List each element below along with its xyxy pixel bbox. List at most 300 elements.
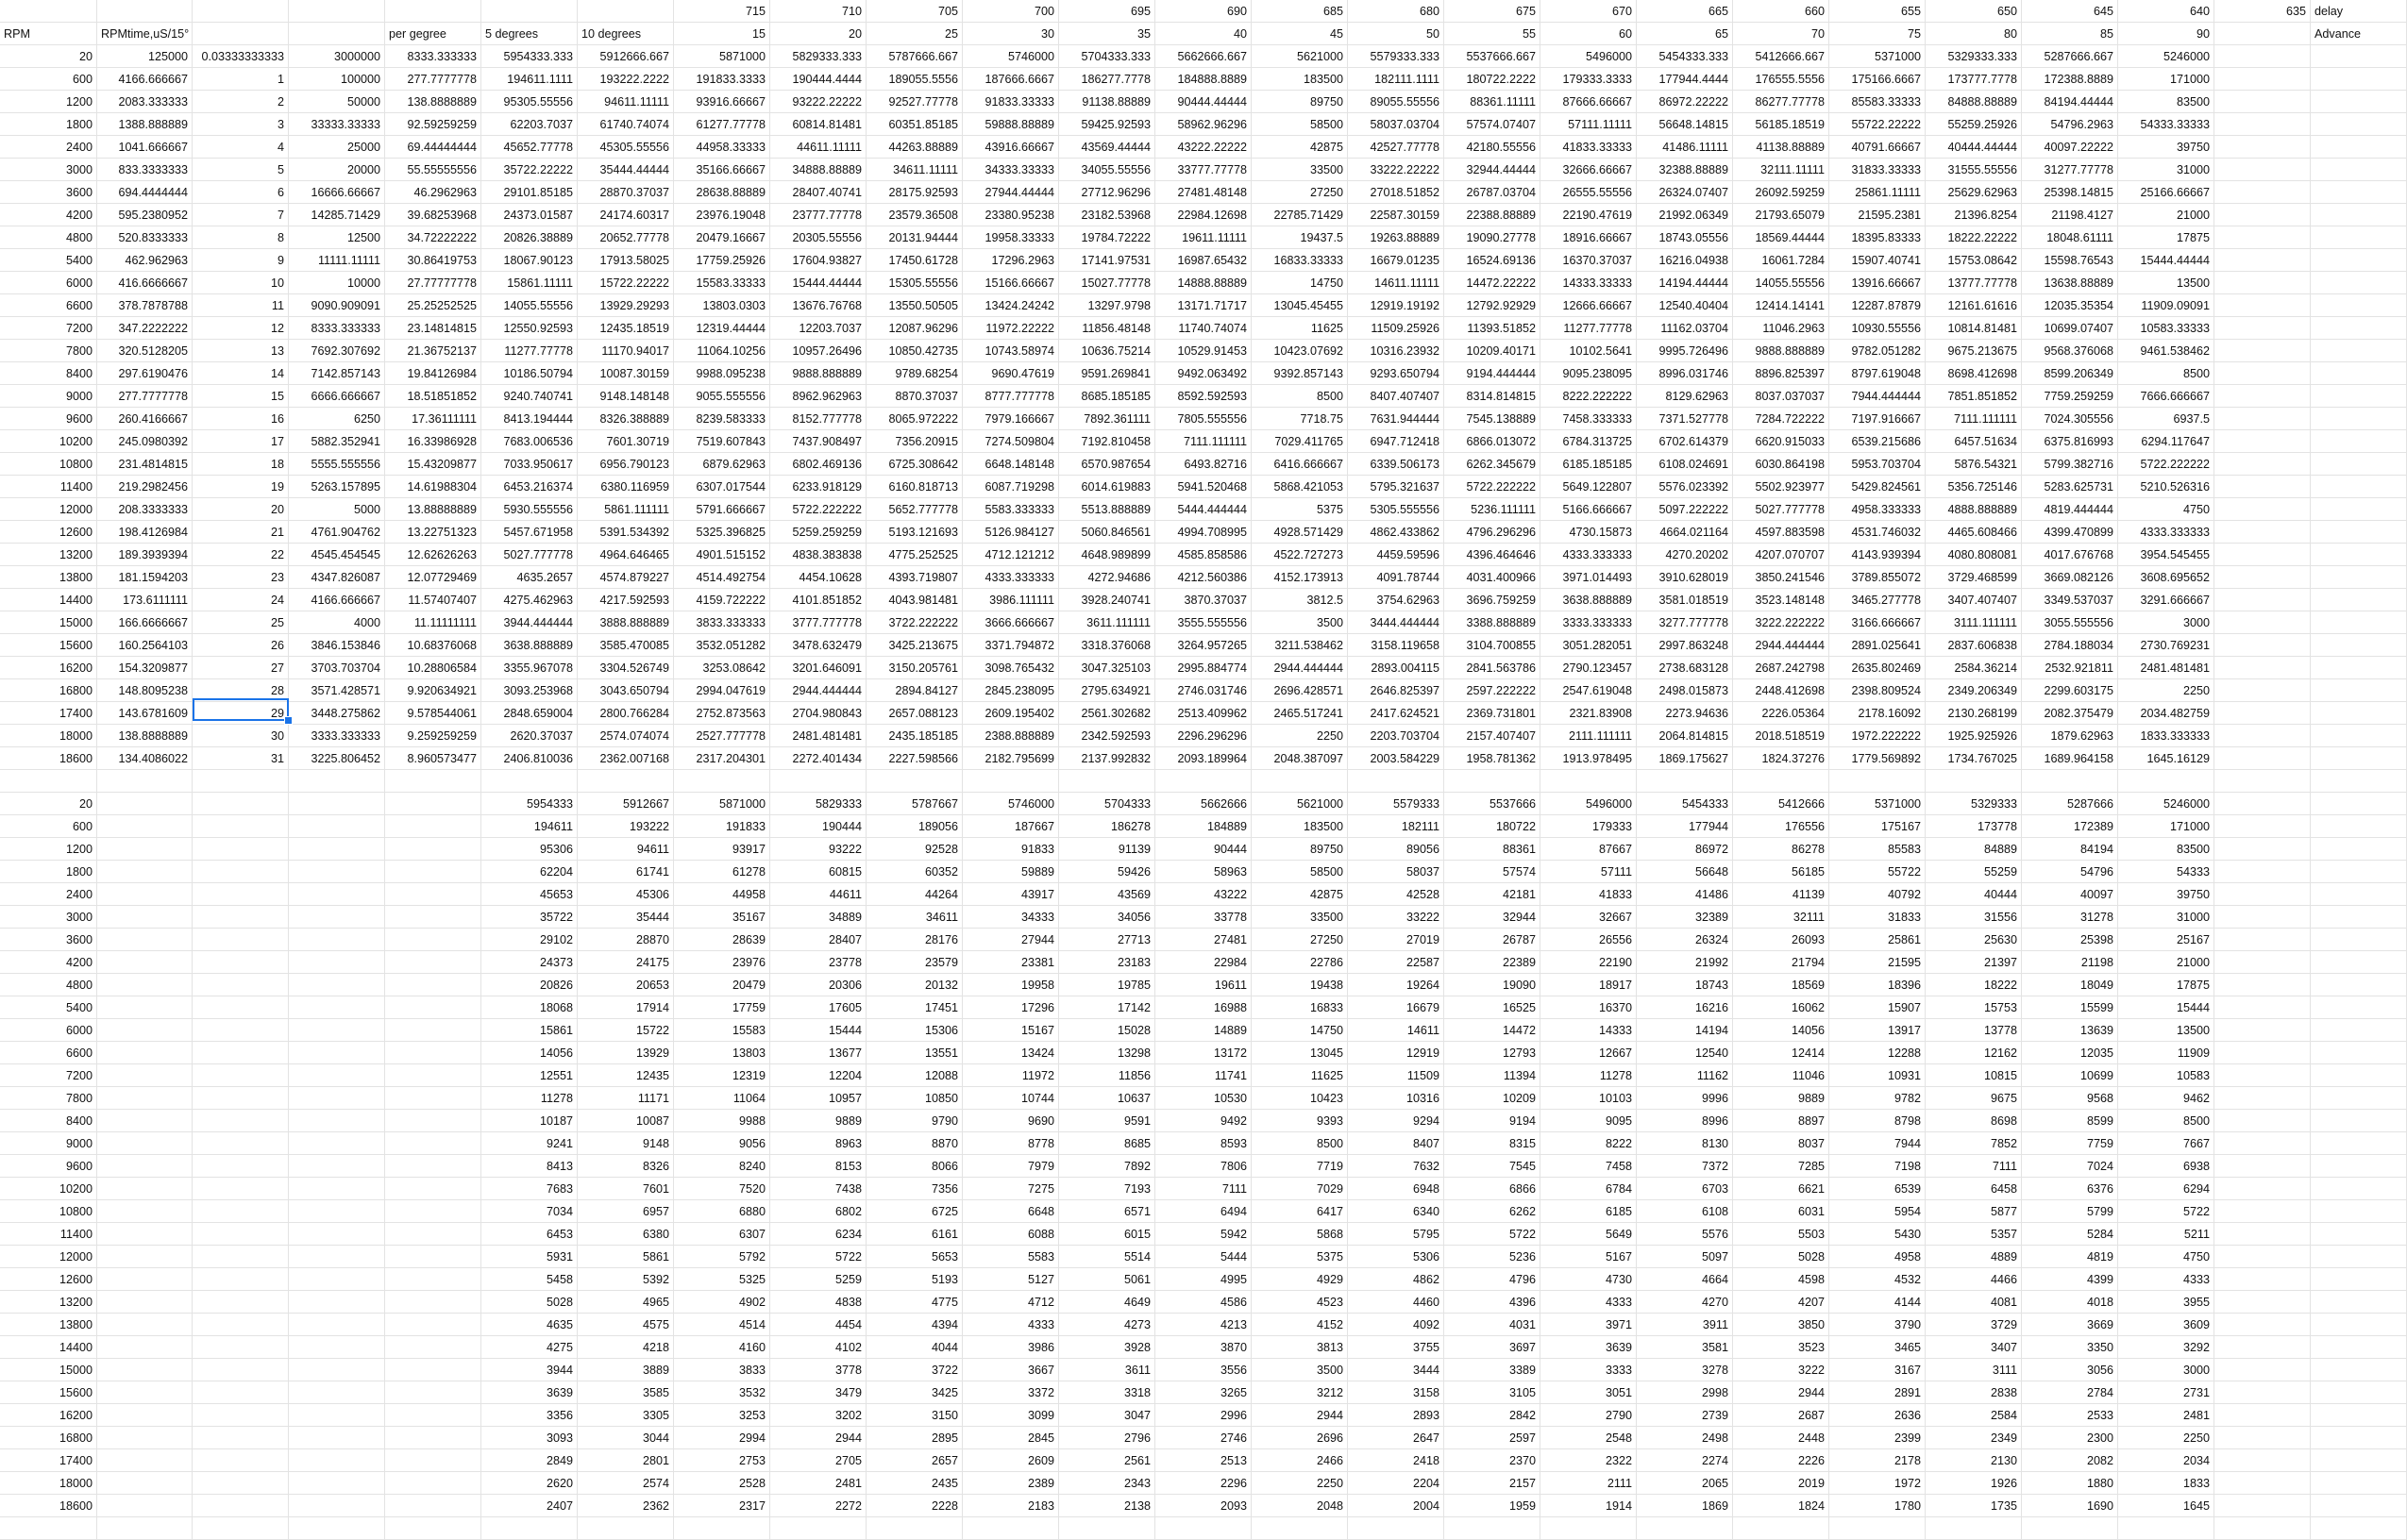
data-cell[interactable]: 10636.75214	[1059, 340, 1155, 362]
data-cell[interactable]: 198.4126984	[97, 521, 193, 544]
data-cell[interactable]: 4200	[0, 204, 97, 226]
empty-cell[interactable]	[97, 1042, 193, 1064]
empty-cell[interactable]	[289, 951, 385, 974]
data-cell[interactable]: 15861	[481, 1019, 578, 1042]
data-cell[interactable]: 186277.7778	[1059, 68, 1155, 91]
data-cell[interactable]: 5502.923977	[1733, 476, 1829, 498]
empty-cell[interactable]	[2311, 951, 2407, 974]
data-cell[interactable]: 2738.683128	[1637, 657, 1733, 679]
empty-cell[interactable]	[289, 1268, 385, 1291]
data-cell[interactable]: 17400	[0, 702, 97, 725]
empty-cell[interactable]	[2214, 1336, 2311, 1359]
data-cell[interactable]	[2311, 294, 2407, 317]
empty-cell[interactable]	[289, 1495, 385, 1517]
data-cell[interactable]: 19	[193, 476, 289, 498]
data-cell[interactable]: 194611	[481, 815, 578, 838]
data-cell[interactable]: 13550.50505	[867, 294, 963, 317]
data-cell[interactable]: 2845	[963, 1427, 1059, 1449]
data-cell[interactable]: 2204	[1348, 1472, 1444, 1495]
data-cell[interactable]: 4531.746032	[1829, 521, 1926, 544]
data-cell[interactable]: 148.8095238	[97, 679, 193, 702]
data-cell[interactable]	[2214, 340, 2311, 362]
data-cell[interactable]: 8413.194444	[481, 408, 578, 430]
empty-cell[interactable]	[2118, 770, 2214, 793]
data-cell[interactable]: 6234	[770, 1223, 867, 1246]
data-cell[interactable]: 22190.47619	[1540, 204, 1637, 226]
data-cell[interactable]: 4399.470899	[2022, 521, 2118, 544]
data-cell[interactable]: 2528	[674, 1472, 770, 1495]
data-cell[interactable]: 5579333.333	[1348, 45, 1444, 68]
data-cell[interactable]: 21198	[2022, 951, 2118, 974]
data-cell[interactable]: 191833.3333	[674, 68, 770, 91]
data-cell[interactable]: 39750	[2118, 136, 2214, 159]
data-cell[interactable]: 11.11111111	[385, 611, 481, 634]
empty-cell[interactable]	[385, 929, 481, 951]
data-cell[interactable]: 2093.189964	[1155, 747, 1252, 770]
data-cell[interactable]: 10.28806584	[385, 657, 481, 679]
empty-cell[interactable]	[2311, 1359, 2407, 1381]
data-cell[interactable]: 83500	[2118, 91, 2214, 113]
data-cell[interactable]: 35444.44444	[578, 159, 674, 181]
empty-cell[interactable]	[2311, 883, 2407, 906]
data-cell[interactable]: 6250	[289, 408, 385, 430]
data-cell[interactable]: 13777.77778	[1926, 272, 2022, 294]
data-cell[interactable]: 3264.957265	[1155, 634, 1252, 657]
data-cell[interactable]: 2944	[1733, 1381, 1829, 1404]
data-cell[interactable]: 1959	[1444, 1495, 1540, 1517]
data-cell[interactable]: 17759	[674, 996, 770, 1019]
data-cell[interactable]: 44263.88889	[867, 136, 963, 159]
data-cell[interactable]: 8400	[0, 362, 97, 385]
data-cell[interactable]: 2137.992832	[1059, 747, 1155, 770]
data-cell[interactable]: 7683	[481, 1178, 578, 1200]
data-cell[interactable]: 3292	[2118, 1336, 2214, 1359]
data-cell[interactable]: 43916.66667	[963, 136, 1059, 159]
data-cell[interactable]: 5287666.667	[2022, 45, 2118, 68]
data-cell[interactable]: 12540.40404	[1637, 294, 1733, 317]
empty-cell[interactable]	[193, 883, 289, 906]
data-cell[interactable]: 89056	[1348, 838, 1444, 861]
data-cell[interactable]: 61277.77778	[674, 113, 770, 136]
data-cell[interactable]: 2130	[1926, 1449, 2022, 1472]
data-cell[interactable]: 6648.148148	[963, 453, 1059, 476]
data-cell[interactable]: 2784.188034	[2022, 634, 2118, 657]
data-cell[interactable]: 16.33986928	[385, 430, 481, 453]
empty-cell[interactable]	[289, 770, 385, 793]
data-cell[interactable]: 10637	[1059, 1087, 1155, 1110]
data-cell[interactable]: 4081	[1926, 1291, 2022, 1314]
data-cell[interactable]: 6233.918129	[770, 476, 867, 498]
data-cell[interactable]: 694.4444444	[97, 181, 193, 204]
data-cell[interactable]: 208.3333333	[97, 498, 193, 521]
data-cell[interactable]: 2561	[1059, 1449, 1155, 1472]
data-cell[interactable]: 15000	[0, 611, 97, 634]
empty-cell[interactable]	[385, 838, 481, 861]
data-cell[interactable]: 11509.25926	[1348, 317, 1444, 340]
data-cell[interactable]: 9194.444444	[1444, 362, 1540, 385]
data-cell[interactable]: 28638.88889	[674, 181, 770, 204]
data-cell[interactable]: 5954	[1829, 1200, 1926, 1223]
data-cell[interactable]: 3150	[867, 1404, 963, 1427]
data-cell[interactable]: 3105	[1444, 1381, 1540, 1404]
data-cell[interactable]: 19611.11111	[1155, 226, 1252, 249]
data-cell[interactable]: 1833.333333	[2118, 725, 2214, 747]
data-cell[interactable]: 2093	[1155, 1495, 1252, 1517]
data-cell[interactable]: 9675	[1926, 1087, 2022, 1110]
data-cell[interactable]: 11394	[1444, 1064, 1540, 1087]
data-cell[interactable]: 61278	[674, 861, 770, 883]
empty-cell[interactable]	[97, 906, 193, 929]
data-cell[interactable]: 4514.492754	[674, 566, 770, 589]
data-cell[interactable]: 41833	[1540, 883, 1637, 906]
data-cell[interactable]: 8315	[1444, 1132, 1540, 1155]
data-cell[interactable]: 320.5128205	[97, 340, 193, 362]
empty-cell[interactable]	[385, 1291, 481, 1314]
empty-cell[interactable]	[1733, 770, 1829, 793]
data-cell[interactable]: 25.25252525	[385, 294, 481, 317]
data-cell[interactable]: 32111	[1733, 906, 1829, 929]
data-cell[interactable]: 260.4166667	[97, 408, 193, 430]
data-cell[interactable]	[2311, 249, 2407, 272]
data-cell[interactable]: 1913.978495	[1540, 747, 1637, 770]
data-cell[interactable]: 7275	[963, 1178, 1059, 1200]
data-cell[interactable]: 25167	[2118, 929, 2214, 951]
data-cell[interactable]: 9000	[0, 385, 97, 408]
data-cell[interactable]: 23976	[674, 951, 770, 974]
data-cell[interactable]: 3600	[0, 929, 97, 951]
data-cell[interactable]: 5931	[481, 1246, 578, 1268]
data-cell[interactable]: 84194.44444	[2022, 91, 2118, 113]
data-cell[interactable]: 13929	[578, 1042, 674, 1064]
data-cell[interactable]: 2274	[1637, 1449, 1733, 1472]
data-cell[interactable]: 1914	[1540, 1495, 1637, 1517]
data-cell[interactable]: 5579333	[1348, 793, 1444, 815]
data-cell[interactable]	[2311, 498, 2407, 521]
empty-cell[interactable]	[674, 770, 770, 793]
data-cell[interactable]: 5287666	[2022, 793, 2118, 815]
data-cell[interactable]: 4958	[1829, 1246, 1926, 1268]
data-cell[interactable]: 1388.888889	[97, 113, 193, 136]
data-cell[interactable]: 18396	[1829, 974, 1926, 996]
data-cell[interactable]: 2635.802469	[1829, 657, 1926, 679]
data-cell[interactable]: 8326.388889	[578, 408, 674, 430]
data-cell[interactable]: 7372	[1637, 1155, 1733, 1178]
data-cell[interactable]: 2739	[1637, 1404, 1733, 1427]
data-cell[interactable]: 2657.088123	[867, 702, 963, 725]
data-cell[interactable]: 8896.825397	[1733, 362, 1829, 385]
data-cell[interactable]: 3669	[2022, 1314, 2118, 1336]
data-cell[interactable]: 9056	[674, 1132, 770, 1155]
data-cell[interactable]: 4460	[1348, 1291, 1444, 1314]
data-cell[interactable]: 21	[193, 521, 289, 544]
data-cell[interactable]: 179333.3333	[1540, 68, 1637, 91]
data-cell[interactable]: 3928.240741	[1059, 589, 1155, 611]
data-cell[interactable]: 5329333.333	[1926, 45, 2022, 68]
data-cell[interactable]: 1200	[0, 838, 97, 861]
empty-cell[interactable]	[289, 1178, 385, 1200]
data-cell[interactable]: 89055.55556	[1348, 91, 1444, 113]
data-cell[interactable]	[2311, 45, 2407, 68]
data-cell[interactable]: 12414.14141	[1733, 294, 1829, 317]
data-cell[interactable]: 21000	[2118, 951, 2214, 974]
data-cell[interactable]: 5942	[1155, 1223, 1252, 1246]
data-cell[interactable]: 4396	[1444, 1291, 1540, 1314]
data-cell[interactable]: 5583	[963, 1246, 1059, 1268]
data-cell[interactable]: 2111.111111	[1540, 725, 1637, 747]
data-cell[interactable]: 8963	[770, 1132, 867, 1155]
data-cell[interactable]: 2513.409962	[1155, 702, 1252, 725]
data-cell[interactable]: 3638.888889	[481, 634, 578, 657]
data-cell[interactable]: 5357	[1926, 1223, 2022, 1246]
data-cell[interactable]: 15000	[0, 1359, 97, 1381]
data-cell[interactable]: 9889	[1733, 1087, 1829, 1110]
data-cell[interactable]: 15444	[770, 1019, 867, 1042]
data-cell[interactable]: 6262.345679	[1444, 453, 1540, 476]
data-cell[interactable]: 15444	[2118, 996, 2214, 1019]
data-cell[interactable]: 4270	[1637, 1291, 1733, 1314]
data-cell[interactable]	[2311, 204, 2407, 226]
data-cell[interactable]: 3955	[2118, 1291, 2214, 1314]
data-cell[interactable]: 26093	[1733, 929, 1829, 951]
empty-cell[interactable]	[97, 1495, 193, 1517]
data-cell[interactable]: 2687.242798	[1733, 657, 1829, 679]
data-cell[interactable]: 2533	[2022, 1404, 2118, 1427]
data-cell[interactable]: 12203.7037	[770, 317, 867, 340]
data-cell[interactable]: 3000000	[289, 45, 385, 68]
data-cell[interactable]: 7200	[0, 317, 97, 340]
data-cell[interactable]: 32111.11111	[1733, 159, 1829, 181]
data-cell[interactable]: 19090.27778	[1444, 226, 1540, 249]
data-cell[interactable]: 16200	[0, 657, 97, 679]
data-cell[interactable]: 27250	[1252, 929, 1348, 951]
data-cell[interactable]: 2004	[1348, 1495, 1444, 1517]
data-cell[interactable]: 92527.77778	[867, 91, 963, 113]
data-cell[interactable]: 12666.66667	[1540, 294, 1637, 317]
data-cell[interactable]: 56648.14815	[1637, 113, 1733, 136]
empty-cell[interactable]	[289, 1404, 385, 1427]
data-cell[interactable]: 2466	[1252, 1449, 1348, 1472]
data-cell[interactable]: 34333	[963, 906, 1059, 929]
data-cell[interactable]: 3448.275862	[289, 702, 385, 725]
data-cell[interactable]: 5392	[578, 1268, 674, 1291]
data-cell[interactable]: 166.6666667	[97, 611, 193, 634]
data-cell[interactable]: 5941.520468	[1155, 476, 1252, 498]
data-cell[interactable]: 13424	[963, 1042, 1059, 1064]
data-cell[interactable]: 27713	[1059, 929, 1155, 951]
empty-cell[interactable]	[193, 1042, 289, 1064]
data-cell[interactable]: 7111	[1155, 1178, 1252, 1200]
empty-cell[interactable]	[2311, 1381, 2407, 1404]
data-cell[interactable]: 27.77777778	[385, 272, 481, 294]
data-cell[interactable]: 8593	[1155, 1132, 1252, 1155]
data-cell[interactable]: 3608.695652	[2118, 566, 2214, 589]
data-cell[interactable]: 9690	[963, 1110, 1059, 1132]
data-cell[interactable]: 14333.33333	[1540, 272, 1637, 294]
empty-cell[interactable]	[97, 861, 193, 883]
data-cell[interactable]: 6620.915033	[1733, 430, 1829, 453]
data-cell[interactable]: 2895	[867, 1427, 963, 1449]
data-cell[interactable]: 29	[193, 702, 289, 725]
empty-cell[interactable]	[385, 1517, 481, 1540]
data-cell[interactable]: 59889	[963, 861, 1059, 883]
data-cell[interactable]: 14055.55556	[481, 294, 578, 317]
empty-cell[interactable]	[1637, 1517, 1733, 1540]
data-cell[interactable]: 20826.38889	[481, 226, 578, 249]
data-cell[interactable]: 3889	[578, 1359, 674, 1381]
data-cell[interactable]: 4143.939394	[1829, 544, 1926, 566]
data-cell[interactable]: 12	[193, 317, 289, 340]
data-cell[interactable]: 54796	[2022, 861, 2118, 883]
data-cell[interactable]: 2342.592593	[1059, 725, 1155, 747]
data-cell[interactable]: 7759	[2022, 1132, 2118, 1155]
data-cell[interactable]: 3478.632479	[770, 634, 867, 657]
data-cell[interactable]: 3703.703704	[289, 657, 385, 679]
data-cell[interactable]: 43222	[1155, 883, 1252, 906]
data-cell[interactable]: 3465	[1829, 1336, 1926, 1359]
data-cell[interactable]: 9568	[2022, 1087, 2118, 1110]
data-cell[interactable]: 88361.11111	[1444, 91, 1540, 113]
empty-cell[interactable]	[289, 1291, 385, 1314]
data-cell[interactable]: 2838	[1926, 1381, 2022, 1404]
empty-cell[interactable]	[2311, 770, 2407, 793]
data-cell[interactable]: 4775	[867, 1291, 963, 1314]
data-cell[interactable]: 31000	[2118, 906, 2214, 929]
empty-cell[interactable]	[385, 1268, 481, 1291]
data-cell[interactable]: 15306	[867, 1019, 963, 1042]
data-cell[interactable]: 8326	[578, 1155, 674, 1178]
data-cell[interactable]: 13916.66667	[1829, 272, 1926, 294]
data-cell[interactable]: 13800	[0, 566, 97, 589]
data-cell[interactable]: 189056	[867, 815, 963, 838]
data-cell[interactable]: 4750	[2118, 498, 2214, 521]
empty-cell[interactable]	[2311, 1042, 2407, 1064]
data-cell[interactable]: 4333.333333	[1540, 544, 1637, 566]
data-cell[interactable]: 59888.88889	[963, 113, 1059, 136]
data-cell[interactable]: 91139	[1059, 838, 1155, 861]
data-cell[interactable]: 6294.117647	[2118, 430, 2214, 453]
empty-cell[interactable]	[289, 996, 385, 1019]
empty-cell[interactable]	[97, 974, 193, 996]
data-cell[interactable]: 19438	[1252, 974, 1348, 996]
data-cell[interactable]	[2214, 317, 2311, 340]
data-cell[interactable]: 1869	[1637, 1495, 1733, 1517]
empty-cell[interactable]	[385, 815, 481, 838]
data-cell[interactable]: 100000	[289, 68, 385, 91]
data-cell[interactable]: 2388.888889	[963, 725, 1059, 747]
data-cell[interactable]: 35444	[578, 906, 674, 929]
data-cell[interactable]: 3789.855072	[1829, 566, 1926, 589]
data-cell[interactable]: 9600	[0, 408, 97, 430]
data-cell[interactable]: 15305.55556	[867, 272, 963, 294]
data-cell[interactable]: 3581.018519	[1637, 589, 1733, 611]
data-cell[interactable]: 600	[0, 68, 97, 91]
data-cell[interactable]: 27	[193, 657, 289, 679]
data-cell[interactable]: 7284.722222	[1733, 408, 1829, 430]
data-cell[interactable]: 13778	[1926, 1019, 2022, 1042]
data-cell[interactable]: 17296	[963, 996, 1059, 1019]
data-cell[interactable]: 16216.04938	[1637, 249, 1733, 272]
data-cell[interactable]: 93222	[770, 838, 867, 861]
data-cell[interactable]: 7545	[1444, 1155, 1540, 1178]
data-cell[interactable]: 182111	[1348, 815, 1444, 838]
data-cell[interactable]: 4270.20202	[1637, 544, 1733, 566]
data-cell[interactable]: 13200	[0, 544, 97, 566]
data-cell[interactable]: 16833	[1252, 996, 1348, 1019]
data-cell[interactable]: 3158	[1348, 1381, 1444, 1404]
data-cell[interactable]: 27944	[963, 929, 1059, 951]
data-cell[interactable]: 6161	[867, 1223, 963, 1246]
data-cell[interactable]: 41138.88889	[1733, 136, 1829, 159]
data-cell[interactable]: 5028	[481, 1291, 578, 1314]
data-cell[interactable]: 31556	[1926, 906, 2022, 929]
data-cell[interactable]: 5795.321637	[1348, 476, 1444, 498]
data-cell[interactable]: 3304.526749	[578, 657, 674, 679]
data-cell[interactable]: 2400	[0, 883, 97, 906]
data-cell[interactable]: 2620.37037	[481, 725, 578, 747]
data-cell[interactable]: 1800	[0, 113, 97, 136]
data-cell[interactable]: 58962.96296	[1155, 113, 1252, 136]
data-cell[interactable]: 62204	[481, 861, 578, 883]
data-cell[interactable]: 11972.22222	[963, 317, 1059, 340]
data-cell[interactable]: 11.57407407	[385, 589, 481, 611]
data-cell[interactable]: 7437.908497	[770, 430, 867, 453]
empty-cell[interactable]	[2214, 1381, 2311, 1404]
data-cell[interactable]: 5537666.667	[1444, 45, 1540, 68]
data-cell[interactable]: 9988.095238	[674, 362, 770, 385]
data-cell[interactable]: 6376	[2022, 1178, 2118, 1200]
data-cell[interactable]: 5795	[1348, 1223, 1444, 1246]
data-cell[interactable]: 6457.51634	[1926, 430, 2022, 453]
data-cell[interactable]: 5861.111111	[578, 498, 674, 521]
data-cell[interactable]: 16833.33333	[1252, 249, 1348, 272]
empty-cell[interactable]	[2311, 1064, 2407, 1087]
empty-cell[interactable]	[193, 1200, 289, 1223]
empty-cell[interactable]	[1733, 1517, 1829, 1540]
data-cell[interactable]: 58500	[1252, 113, 1348, 136]
empty-cell[interactable]	[2214, 1246, 2311, 1268]
data-cell[interactable]: 7356.20915	[867, 430, 963, 453]
data-cell[interactable]: 9462	[2118, 1087, 2214, 1110]
data-cell[interactable]: 184888.8889	[1155, 68, 1252, 91]
data-cell[interactable]: 2130.268199	[1926, 702, 2022, 725]
data-cell[interactable]: 60351.85185	[867, 113, 963, 136]
data-cell[interactable]	[2214, 272, 2311, 294]
data-cell[interactable]: 11400	[0, 476, 97, 498]
data-cell[interactable]: 7601	[578, 1178, 674, 1200]
data-cell[interactable]: 2034	[2118, 1449, 2214, 1472]
data-cell[interactable]: 12204	[770, 1064, 867, 1087]
data-cell[interactable]: 5	[193, 159, 289, 181]
data-cell[interactable]: 10583.33333	[2118, 317, 2214, 340]
data-cell[interactable]: 15027.77778	[1059, 272, 1155, 294]
data-cell[interactable]: 23182.53968	[1059, 204, 1155, 226]
data-cell[interactable]: 17450.61728	[867, 249, 963, 272]
data-cell[interactable]: 14400	[0, 1336, 97, 1359]
data-cell[interactable]: 2465.517241	[1252, 702, 1348, 725]
empty-cell[interactable]	[2214, 770, 2311, 793]
data-cell[interactable]: 2406.810036	[481, 747, 578, 770]
data-cell[interactable]	[2214, 113, 2311, 136]
empty-cell[interactable]	[385, 770, 481, 793]
data-cell[interactable]: 2657	[867, 1449, 963, 1472]
data-cell[interactable]: 8065.972222	[867, 408, 963, 430]
data-cell[interactable]: 6108.024691	[1637, 453, 1733, 476]
data-cell[interactable]: 6703	[1637, 1178, 1733, 1200]
empty-cell[interactable]	[193, 1132, 289, 1155]
data-cell[interactable]: 14611	[1348, 1019, 1444, 1042]
data-cell[interactable]: 5912666.667	[578, 45, 674, 68]
data-cell[interactable]: 3211.538462	[1252, 634, 1348, 657]
